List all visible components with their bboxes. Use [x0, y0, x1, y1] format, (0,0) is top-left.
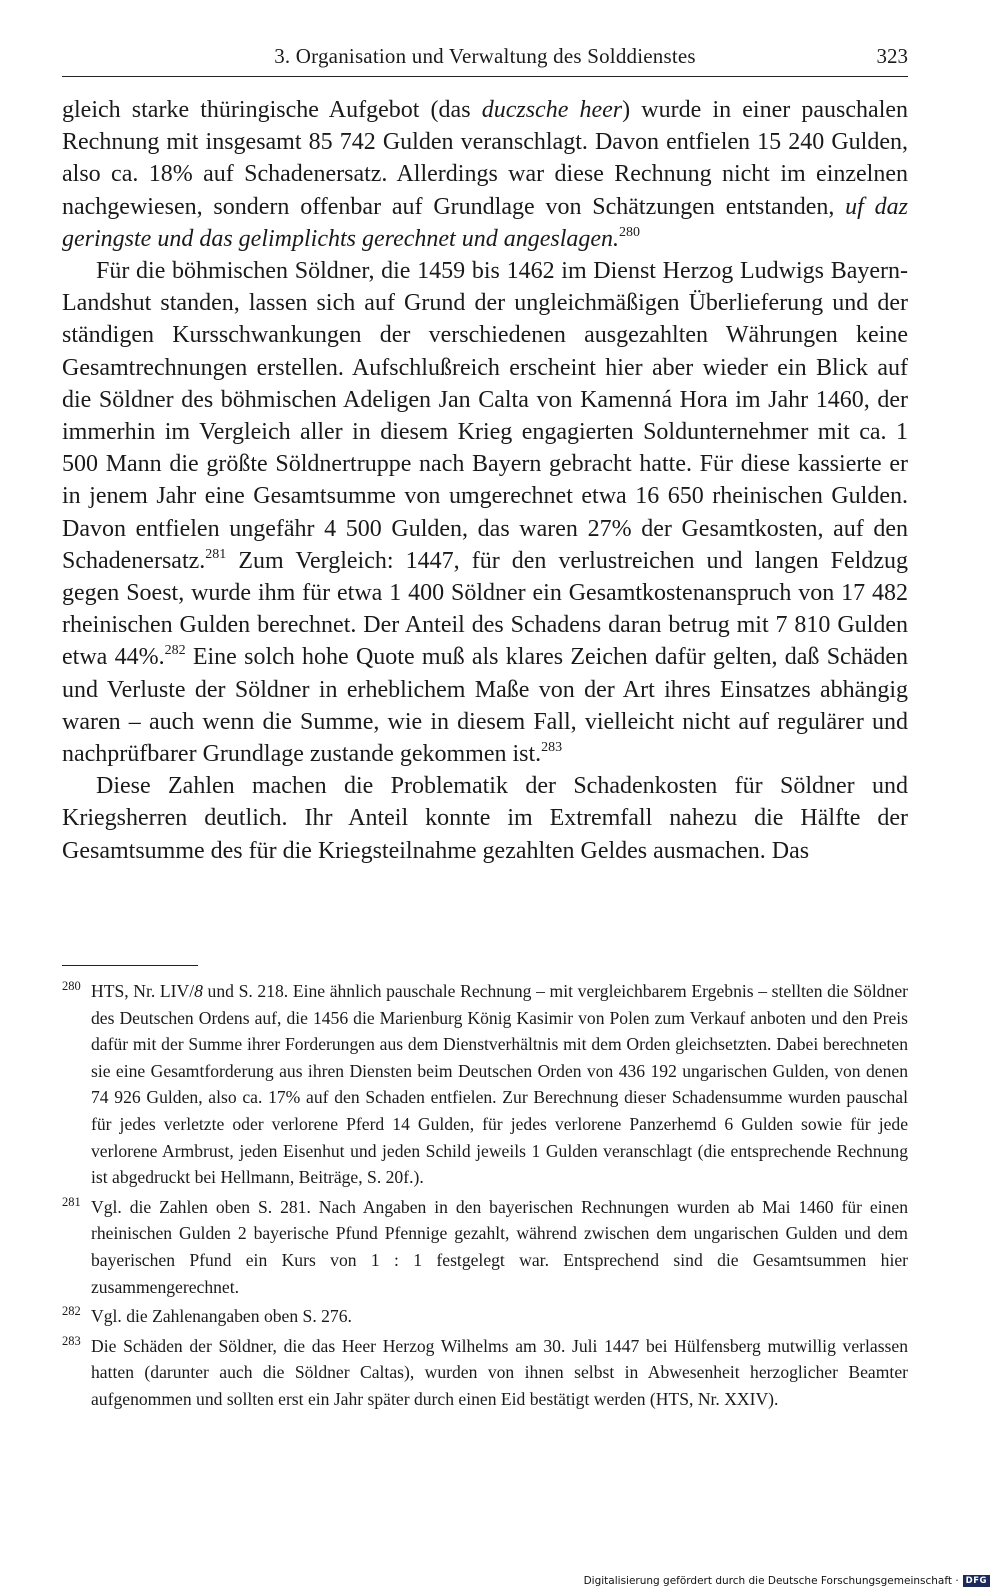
colophon-text: Digitalisierung gefördert durch die Deutsche Forschungsgemeinschaft ·	[583, 1575, 959, 1587]
footnote-ref[interactable]: 280	[619, 224, 641, 240]
footnote-text: Vgl. die Zahlenangaben oben S. 276.	[91, 1306, 352, 1327]
body-text	[62, 94, 908, 867]
paragraph-3	[62, 770, 908, 867]
text-span: Für die böhmischen Söldner, die 1459 bis 1462 im Dienst Herzog Ludwigs Bayern-Landshut standen, lassen sich auf Grund der ungleichmäßigen Überlieferung und der ständigen Kursschwankungen der verschiedenen ausgezahlten Währungen keine Gesamtrechnungen erstellen. Aufschlußreich erscheint hier aber wieder ein Blick auf die Söldner des böhmischen Adeligen Jan Calta von Kamenná Hora im Jahr 1460, der immerhin im Vergleich aller in diesem Krieg engagierten Soldunternehmer mit ca. 1 500 Mann die größte Söldnertruppe nach Bayern gebracht hatte. Für diese kassierte er in jenem Jahr eine Gesamtsumme von umgerechnet etwa 16 650 rheinischen Gulden. Davon entfielen ungefähr 4 500 Gulden, das waren 27% der Gesamtkosten, auf den Schadenersatz.	[62, 258, 908, 574]
footnote-ref[interactable]: 281	[205, 546, 227, 562]
footnote-ref[interactable]: 282	[164, 643, 186, 659]
footnote-ref[interactable]: 283	[541, 740, 563, 756]
footnote-divider	[62, 965, 198, 966]
footnote-text: HTS, Nr. LIV/	[91, 981, 195, 1001]
running-head	[62, 40, 908, 77]
footnote-281	[62, 1194, 908, 1300]
footnote-282	[62, 1303, 908, 1330]
footnote-280	[62, 978, 908, 1191]
text-span: ) wurde in einer pauschalen Rechnung mit insgesamt 85 742 Gulden veranschlagt. Davon entfielen 15 240 Gulden, also ca. 18% auf Schadenersatz. Allerdings war diese Rechnung nicht im einzelnen nachgewiesen, sondern offenbar auf Grundlage von Schätzungen entstanden,	[62, 97, 909, 220]
quote-italic: duczsche heer	[481, 97, 623, 123]
footnote-283	[62, 1333, 908, 1413]
footnote-number: 282	[62, 1304, 81, 1319]
paragraph-1	[62, 94, 908, 255]
paragraph-2	[62, 255, 908, 770]
footnote-number: 281	[62, 1194, 81, 1209]
text-span: gleich starke thüringische Aufgebot (das	[62, 97, 482, 123]
footnote-text: Vgl. die Zahlen oben S. 281. Nach Angaben in den bayerischen Rechnungen wurden ab Mai 1460 für einen rheinischen Gulden 2 bayerische Pfund Pfennige gezahlt, während zwischen dem ungarischen Gulden und dem bayerischen Pfund ein Kurs von 1 : 1 festgelegt war. Entsprechend sind die Gesamtsummen hier zusammengerechnet.	[91, 1196, 908, 1297]
footnote-number: 280	[62, 979, 81, 993]
footnotes	[62, 978, 908, 1416]
text-span: Eine solch hohe Quote muß als klares Zeichen dafür gelten, daß Schäden und Verluste der Söldner in erheblichem Maße von der Art ihres Einsatzes abhängig waren – auch wenn die Summe, wie in diesem Fall, vielleicht nicht auf regulärer und nachprüfbarer Grundlage zustande gekommen ist.	[62, 644, 908, 768]
footnote-number: 283	[62, 1333, 81, 1348]
running-title: 3. Organisation und Verwaltung des Solddienstes	[274, 44, 696, 68]
digitization-colophon	[584, 1575, 990, 1587]
footnote-text: Die Schäden der Söldner, die das Heer Herzog Wilhelms am 30. Juli 1447 bei Hülfensberg mutwillig verlassen hatten (darunter auch die Söldner Caltas), wurden von ihnen selbst in Abwesenheit herzoglicher Beamter aufgenommen und sollten erst ein Jahr später durch einen Eid bestätigt werden (HTS, Nr. XXIV).	[91, 1335, 908, 1409]
footnote-text: und S. 218. Eine ähnlich pauschale Rechnung – mit vergleichbarem Ergebnis – stellten die Söldner des Deutschen Ordens auf, die 1456 die Marienburg König Kasimir von Polen zum Verkauf anboten und den Preis dafür mit der Summe ihrer Forderungen aus dem Dienstverhältnis mit dem Orden gleichsetzten. Dabei berechneten sie eine Gesamtforderung aus ihren Diensten beim Deutschen Orden von 436 192 ungarischen Gulden, von denen 74 926 Gulden, also ca. 17% auf den Schaden entfielen. Zur Berechnung dieser Schadensumme wurden pauschal für jedes verletzte oder verlorene Pferd 14 Gulden, für jedes verlorene Panzerhemd 6 Gulden sowie für jede verlorene Armbrust, jeden Eisenhut und jeden Schild jeweils 1 Gulden veranschlagt (die entsprechende Rechnung ist abgedruckt bei Hellmann, Beiträge, S. 20f.).	[91, 981, 908, 1188]
text-span: Zum Vergleich: 1447, für den verlustreichen und langen Feldzug gegen Soest, wurde ihm für etwa 1 400 Söldner ein Gesamtkostenanspruch von 17 482 rheinischen Gulden berechnet. Der Anteil des Schadens daran betrug mit 7 810 Gulden etwa 44%.	[62, 547, 908, 671]
quote-italic: uf daz geringste und das gelimplichts gerechnet und angeslagen.	[62, 193, 908, 252]
footnote-italic: 8	[194, 981, 203, 1001]
text-span: Diese Zahlen machen die Problematik der Schadenkosten für Söldner und Kriegsherren deutlich. Ihr Anteil konnte im Extremfall nahezu die Hälfte der Gesamtsumme des für die Kriegsteilnahme gezahlten Geldes ausmachen. Das	[62, 773, 908, 864]
dfg-logo-icon: DFG	[963, 1575, 990, 1587]
page-number: 323	[876, 44, 908, 68]
